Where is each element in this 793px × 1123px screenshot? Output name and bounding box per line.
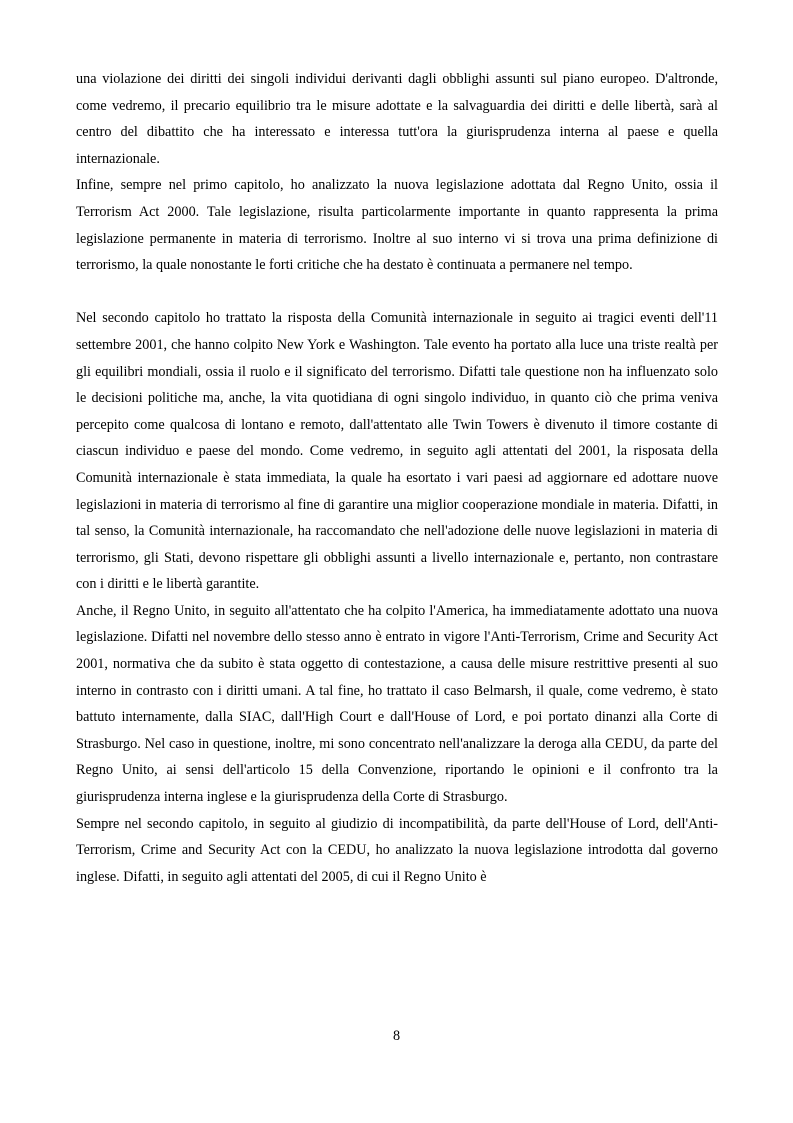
paragraph-4: Anche, il Regno Unito, in seguito all'attentato che ha colpito l'America, ha immediatamente adottato una nuova legislazione. Difatti nel novembre dello stesso anno è entrato in vigore l'Anti-Terrorism, Crime and Security Act 2001, normativa che da subito è stata oggetto di contestazione, a causa delle misure restrittive presenti al suo interno in contrasto con i diritti umani. A tal fine, ho trattato il caso Belmarsh, il quale, come vedremo, è stato battuto internamente, dalla SIAC, dall'High Court e dall'House of Lord, e poi portato dinanzi alla Corte di Strasburgo. Nel caso in questione, inoltre, mi sono concentrato nell'analizzare la deroga alla CEDU, da parte del Regno Unito, ai sensi dell'articolo 15 della Convenzione, riportando le opinioni e il confronto tra la giurisprudenza interna inglese e la giurisprudenza della Corte di Strasburgo. — [76, 602, 718, 806]
paragraph-3: Nel secondo capitolo ho trattato la risposta della Comunità internazionale in seguito ai tragici eventi dell'11 settembre 2001, che hanno colpito New York e Washington. Tale evento ha portato alla luce una triste realtà per gli equilibri mondiali, ossia il ruolo e il significato del terrorismo. Difatti tale questione non ha influenzato solo le decisioni politiche ma, anche, la vita quotidiana di ogni singolo individuo, in quanto ciò che prima veniva percepito come qualcosa di lontano e remoto, dall'attentato alle Twin Towers è divenuto il timore costante di ciascun individuo e paese del mondo. Come vedremo, in seguito agli attentati del 2001, la risposata della Comunità internazionale è stata immediata, la quale ha esortato i vari paesi ad aggiornare ed adottare nuove legislazioni in materia di terrorismo al fine di garantire una miglior cooperazione mondiale in materia. Difatti, in tal senso, la Comunità internazionale, ha raccomandato che nell'adozione delle nuove legislazioni in materia di terrorismo, gli Stati, devono rispettare gli obblighi assunti a livello internazionale e, pertanto, non contrastare con i diritti e le libertà garantite. — [76, 310, 718, 593]
document-body — [76, 66, 718, 890]
paragraph-2: Infine, sempre nel primo capitolo, ho analizzato la nuova legislazione adottata dal Regno Unito, ossia il Terrorism Act 2000. Tale legislazione, risulta particolarmente importante in quanto rappresenta la prima legislazione permanente in materia di terrorismo. Inoltre al suo interno vi si trova una prima definizione di terrorismo, la quale nonostante le forti critiche che ha destato è continuata a permanere nel tempo. — [76, 177, 718, 274]
paragraph-gap — [76, 279, 718, 306]
page-number: 8 — [392, 1028, 401, 1044]
paragraph-5: Sempre nel secondo capitolo, in seguito al giudizio di incompatibilità, da parte dell'House of Lord, dell'Anti-Terrorism, Crime and Security Act con la CEDU, ho analizzato la nuova legislazione introdotta dal governo inglese. Difatti, in seguito agli attentati del 2005, di cui il Regno Unito è — [76, 815, 718, 885]
paragraph-1: una violazione dei diritti dei singoli individui derivanti dagli obblighi assunti sul piano europeo. D'altronde, come vedremo, il precario equilibrio tra le misure adottate e la salvaguardia dei diritti e delle libertà, sarà al centro del dibattito che ha interessato e interessa tutt'ora la giurisprudenza interna al paese e quella internazionale. — [76, 71, 718, 167]
